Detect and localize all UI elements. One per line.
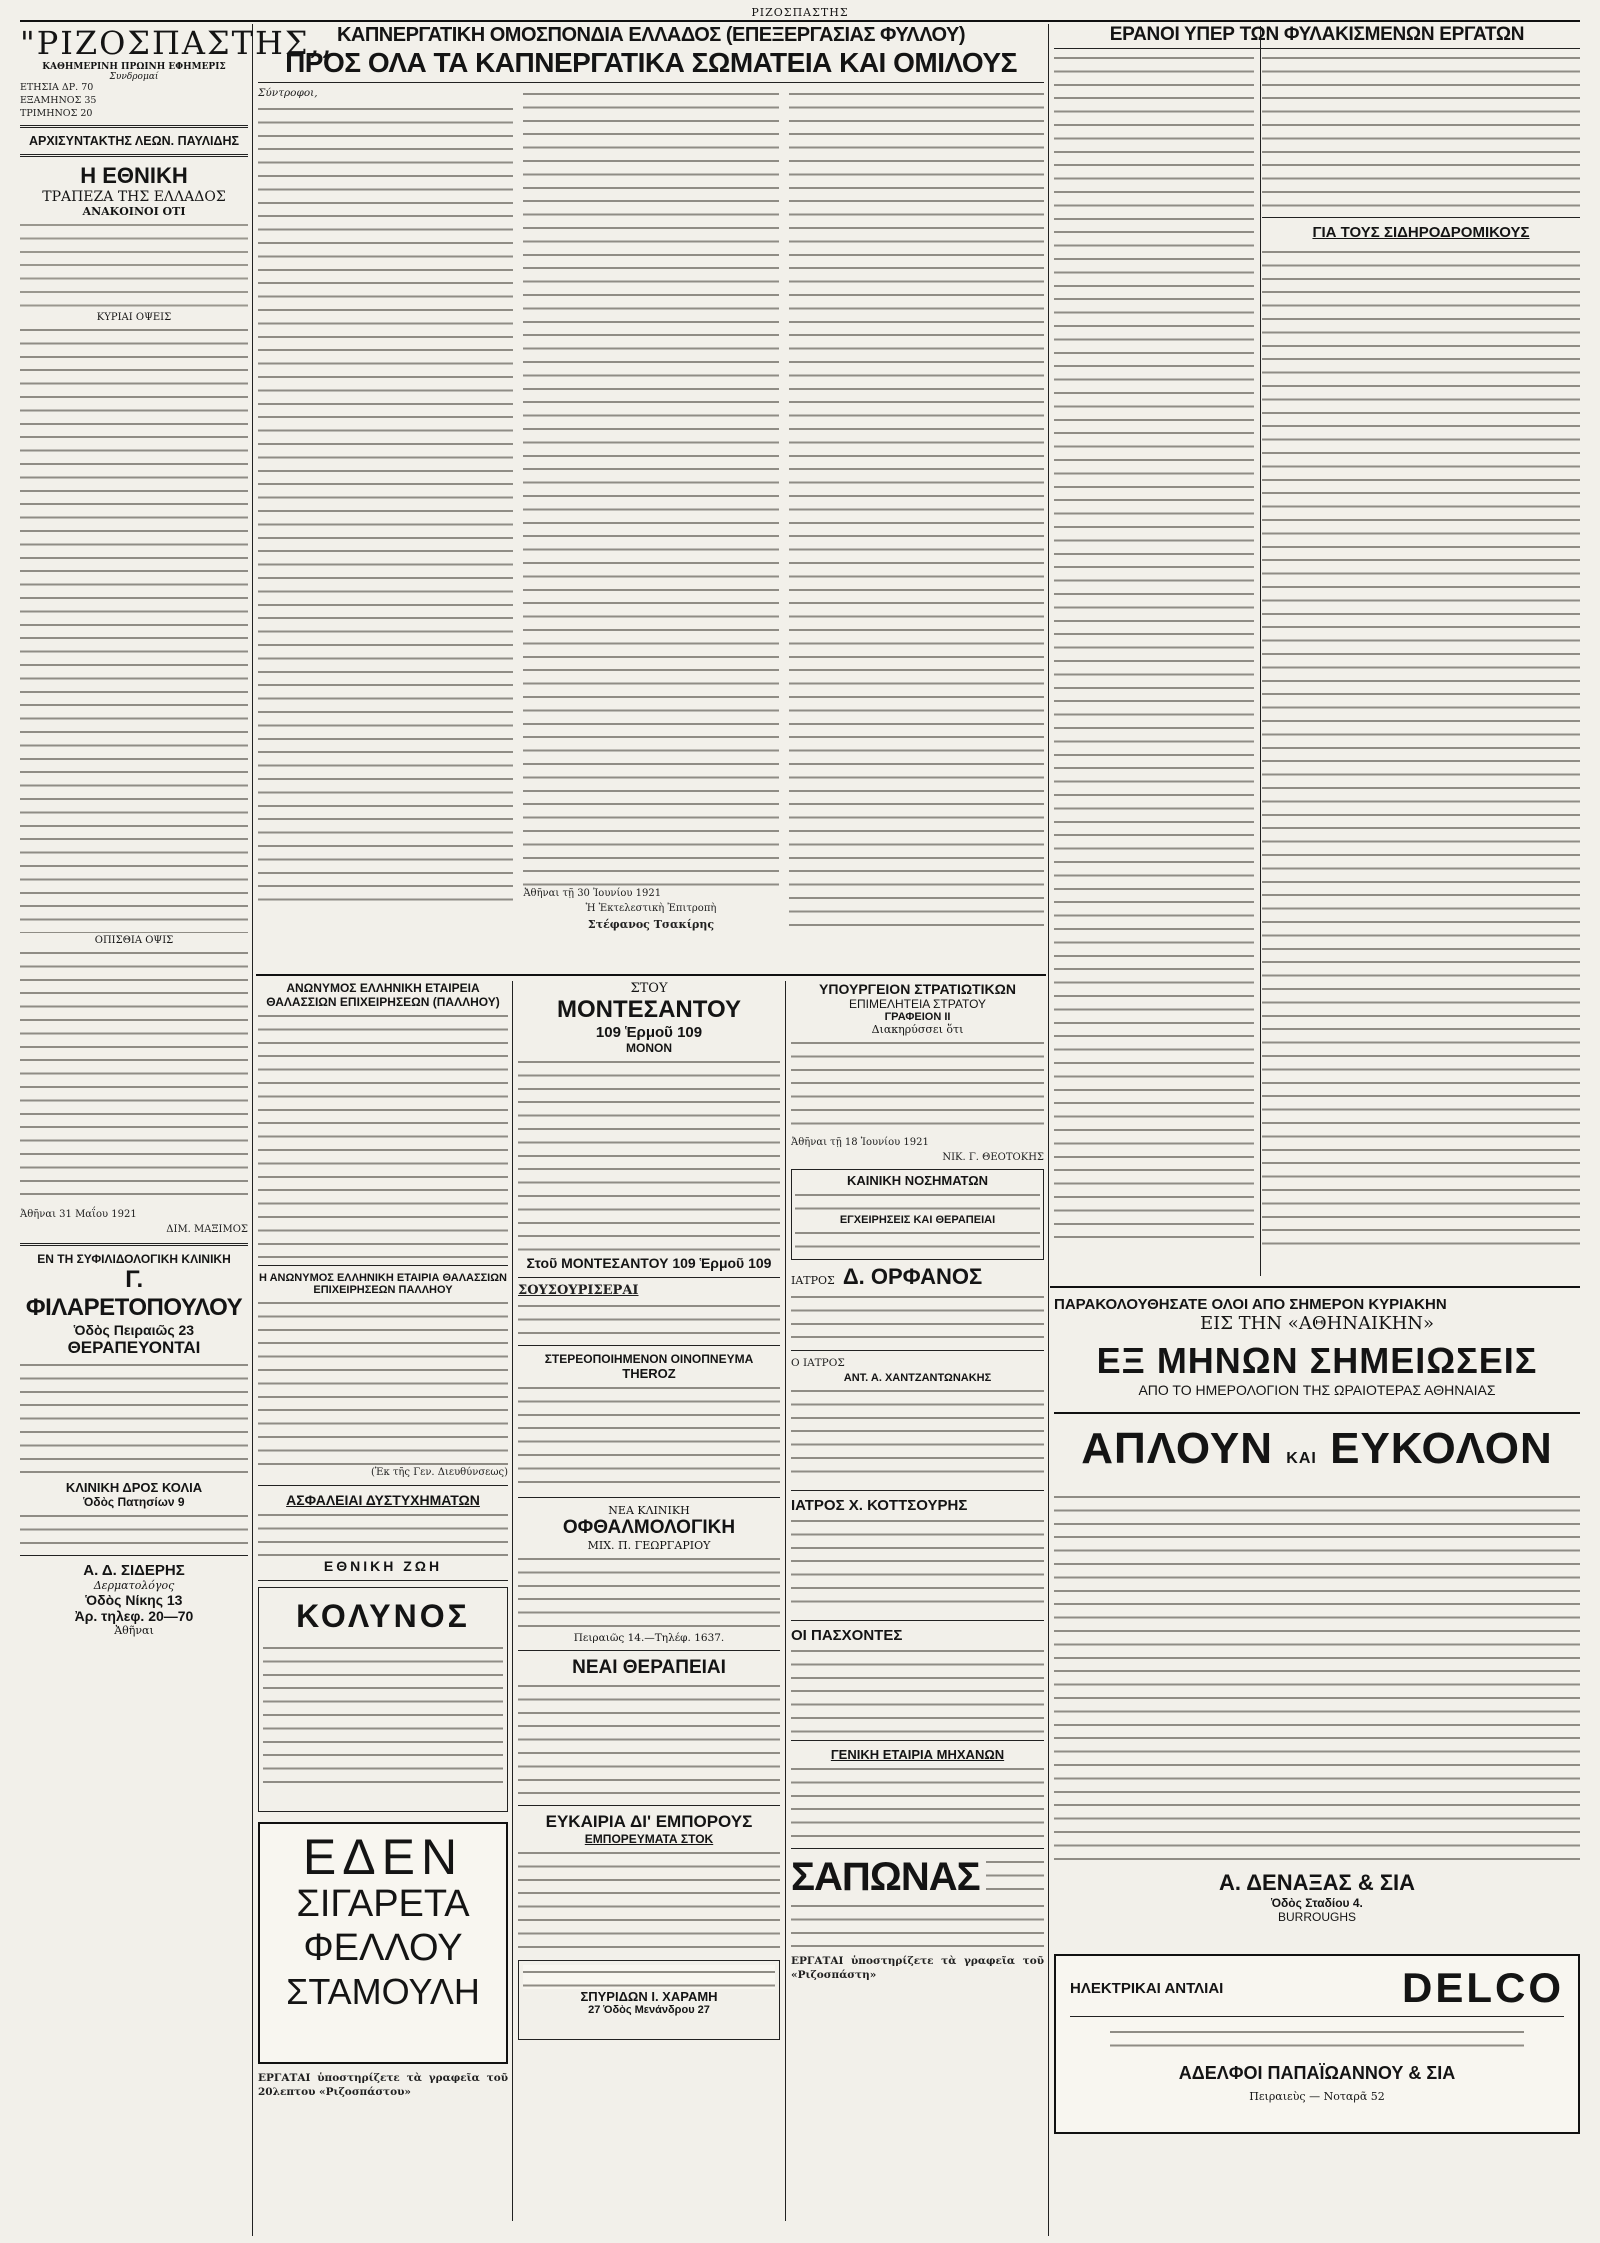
insurance-text — [258, 1508, 508, 1558]
clinic2-title: ΚΛΙΝΙΚΗ ΔΡΟΣ ΚΟΛΙΑ — [65, 1479, 203, 1495]
delco-address: Πειραιεὺς — Νοταρᾶ 52 — [1249, 2090, 1385, 2103]
ads-column-a — [258, 981, 508, 2221]
subscription-row: ΕΞΑΜΗΝΟΣ 35 — [20, 95, 97, 106]
railway-text — [1262, 245, 1580, 1245]
workers-notice-2: ΕΡΓΑΤΑΙ ὑποστηρίζετε τὰ γραφεῖα τοῦ «Ριζοσπάστη» — [791, 1955, 1044, 1981]
doctor-name: Α. Δ. ΣΙΔΕΡΗΣ — [83, 1561, 185, 1579]
cigar-text — [518, 1299, 780, 1339]
eden-line4: ΣΤΑΜΟΥΛΗ — [286, 1971, 480, 2013]
eden-line2: ΣΙΓΑΡΕΤΑ — [296, 1883, 470, 1926]
ministry-title: ΥΠΟΥΡΓΕΙΟΝ ΣΤΡΑΤΙΩΤΙΚΩΝ — [819, 981, 1016, 997]
right-top — [1054, 24, 1580, 1274]
kolynos-ad — [258, 1587, 508, 1812]
eye-text — [518, 1552, 780, 1632]
column-rule — [512, 981, 513, 2221]
shipping-title: ΑΝΩΝΥΜΟΣ ΕΛΛΗΝΙΚΗ ΕΤΑΙΡΕΙΑ ΘΑΛΑΣΣΙΩΝ ΕΠΙΧΕΙΡΗΣΕΩΝ (ΠΑΛΛΗΟΥ) — [266, 981, 500, 1009]
simple-word: ΑΠΛΟΥΝ — [1081, 1424, 1274, 1473]
clinic-box — [791, 1169, 1044, 1260]
bank-terms-text-2 — [20, 946, 248, 1206]
masthead-label: ΡΙΖΟΣΠΑΣΤΗΣ — [751, 6, 849, 19]
burroughs-text — [1054, 1490, 1580, 1870]
right-bottom — [1054, 1296, 1580, 2226]
delco-brand: DELCO — [1402, 1964, 1564, 2011]
clinic-text — [20, 1358, 248, 1478]
terms-label: ΚΥΡΙΑΙ ΟΨΕΙΣ — [96, 312, 172, 323]
orfanos-text — [791, 1290, 1044, 1344]
clinic-header: ΕΝ ΤΗ ΣΥΦΙΛΙΔΟΛΟΓΙΚΗ ΚΛΙΝΙΚΗ — [37, 1251, 231, 1266]
federation-title: ΚΑΠΝΕΡΓΑΤΙΚΗ ΟΜΟΣΠΟΝΔΙΑ ΕΛΛΑΔΟΣ (ΕΠΕΞΕΡΓΑΣΙΑΣ ΦΥΛΛΟΥ) — [336, 24, 966, 46]
bank-subtitle: ΤΡΑΠΕΖΑ ΤΗΣ ΕΛΛΑΔΟΣ — [42, 189, 226, 205]
federation-text-col — [258, 102, 513, 902]
opportunity-sub: ΕΜΠΟΡΕΥΜΑΤΑ ΣΤΟΚ — [584, 1832, 714, 1847]
ministry-date: Ἀθῆναι τῇ 18 Ἰουνίου 1921 — [791, 1137, 929, 1148]
orfanos-pre: ΙΑΤΡΟΣ — [791, 1273, 835, 1287]
clinic-box-sub: ΕΓΧΕΙΡΗΣΕΙΣ ΚΑΙ ΘΕΡΑΠΕΙΑΙ — [839, 1213, 996, 1226]
bank-terms-text — [20, 323, 248, 933]
railway-title: ΓΙΑ ΤΟΥΣ ΣΙΔΗΡΟΔΡΟΜΙΚΟΥΣ — [1312, 224, 1530, 241]
doctor-address: Ὁδὸς Νίκης 13 — [85, 1591, 183, 1608]
stereo-name: THEROZ — [622, 1366, 676, 1382]
burroughs-firm: Α. ΔΕΝΑΞΑΣ & ΣΙΑ — [1218, 1870, 1416, 1895]
opportunity-title: ΕΥΚΑΙΡΙΑ ΔΙ' ΕΜΠΟΡΟΥΣ — [545, 1812, 753, 1832]
xanth-text — [791, 1384, 1044, 1484]
donations-title: ΕΡΑΝΟΙ ΥΠΕΡ ΤΩΝ ΦΥΛΑΚΙΣΜΕΝΩΝ ΕΡΓΑΤΩΝ — [1109, 24, 1525, 45]
therapies-title: ΝΕΑΙ ΘΕΡΑΠΕΙΑΙ — [572, 1657, 726, 1679]
subscriptions-title: Συνδρομαί — [109, 72, 159, 82]
editor-line: ΑΡΧΙΣΥΝΤΑΚΤΗΣ ΛΕΩΝ. ΠΑΥΛΙΔΗΣ — [28, 134, 240, 148]
bank-announces: ΑΝΑΚΟΙΝΟΙ ΟΤΙ — [82, 205, 186, 218]
kottsouris-title: ΙΑΤΡΟΣ Χ. ΚΟΤΤΣΟΥΡΗΣ — [791, 1497, 968, 1515]
machines-title: ΓΕΝΙΚΗ ΕΤΑΙΡΙΑ ΜΗΧΑΝΩΝ — [830, 1747, 1005, 1763]
eden-line3: ΦΕΛΛΟΥ — [303, 1927, 463, 1970]
ministry-sign: ΝΙΚ. Γ. ΘΕΟΤΟΚΗΣ — [942, 1152, 1044, 1164]
doctor-role: Δερματολόγος — [93, 1578, 175, 1592]
newspaper-page — [20, 6, 1580, 2236]
ads-column-b — [518, 981, 780, 2221]
machines-text — [791, 1762, 1044, 1842]
burroughs-name: BURROUGHS — [1277, 1910, 1356, 1924]
column-rule — [785, 981, 786, 2221]
eden-line1: ΕΔΕΝ — [302, 1829, 464, 1886]
store-head: ΣΤΟΥ — [630, 981, 668, 996]
insurance-title: ΑΣΦΑΛΕΙΑΙ ΔΥΣΤΥΧΗΜΑΤΩΝ — [286, 1492, 480, 1509]
charami-address: 27 Ὁδὸς Μενάνδρου 27 — [588, 2004, 710, 2017]
federation-greeting: Σύντροφοι, — [258, 87, 318, 99]
ministry-announce: Διακηρύσσει ὅτι — [871, 1023, 964, 1036]
ministry-office: ΓΡΑΦΕΙΟΝ ΙΙ — [884, 1011, 951, 1023]
calendar-line: ΑΠΟ ΤΟ ΗΜΕΡΟΛΟΓΙΟΝ ΤΗΣ ΩΡΑΙΟΤΕΡΑΣ ΑΘΗΝΑΙΑΣ — [1138, 1382, 1496, 1398]
store-text — [518, 1055, 780, 1255]
delco-pre: ΗΛΕΚΤΡΙΚΑΙ ΑΝΤΛΙΑΙ — [1070, 1979, 1224, 1997]
clinic-box-title: ΚΑΙΝΙΚΗ ΝΟΣΗΜΑΤΩΝ — [846, 1172, 989, 1188]
delco-firm: ΑΔΕΛΦΟΙ ΠΑΠΑΪΩΑΝΝΟΥ & ΣΙΑ — [1178, 2063, 1456, 2083]
clinic-address: Ὁδὸς Πειραιῶς 23 — [73, 1321, 195, 1338]
soap-title: ΣΑΠΩΝΑΣ — [791, 1855, 980, 1900]
bank-signature: ΔΙΜ. ΜΑΞΙΜΟΣ — [166, 1224, 248, 1236]
clinic2-address: Ὁδὸς Πατησίων 9 — [83, 1494, 185, 1509]
shipping-text — [258, 1009, 508, 1259]
charami-ad — [518, 1960, 780, 2040]
patients-text — [791, 1644, 1044, 1734]
orfanos-name: Δ. ΟΡΦΑΝΟΣ — [842, 1263, 983, 1289]
charami-name: ΣΠΥΡΙΔΩΝ Ι. ΧΑΡΑΜΗ — [580, 1989, 718, 2005]
federation-signoff: Ἡ Ἐκτελεστικὴ Ἐπιτροπὴ — [585, 903, 717, 915]
bank-date: Ἀθῆναι 31 Μαΐου 1921 — [20, 1209, 137, 1220]
xanth-name: ΑΝΤ. Α. ΧΑΝΤΖΑΝΤΩΝΑΚΗΣ — [843, 1372, 992, 1385]
federation-text-col — [789, 87, 1044, 927]
follow-line: ΠΑΡΑΚΟΛΟΥΘΗΣΑΤΕ ΟΛΟΙ ΑΠΟ ΣΗΜΕΡΟΝ ΚΥΡΙΑΚΗΝ — [1054, 1296, 1447, 1313]
soap-text — [791, 1899, 1044, 1949]
kolynos-title: ΚΟΛΥΝΟΣ — [296, 1598, 470, 1635]
shipping2-sign: (Ἐκ τῆς Γεν. Διευθύνσεως) — [371, 1467, 508, 1478]
subscription-row: ΤΡΙΜΗΝΟΣ 20 — [20, 108, 93, 119]
store-footer: Στοῦ ΜΟΝΤΕΣΑΝΤΟΥ 109 Ἑρμοῦ 109 — [526, 1255, 772, 1271]
six-months-title: ΕΞ ΜΗΝΩΝ ΣΗΜΕΙΩΣΕΙΣ — [1096, 1340, 1538, 1381]
federation-subtitle: ΠΡΟΣ ΟΛΑ ΤΑ ΚΑΠΝΕΡΓΑΤΙΚΑ ΣΩΜΑΤΕΙΑ ΚΑΙ ΟΜΙΛΟΥΣ — [285, 47, 1017, 78]
insurance-name: ΕΘΝΙΚΗ ΖΩΗ — [323, 1558, 443, 1575]
bank-title: Η ΕΘΝΙΚΗ — [80, 163, 188, 188]
eye-pre: ΝΕΑ ΚΛΙΝΙΚΗ — [608, 1504, 690, 1518]
doctor-city: Ἀθῆναι — [114, 1623, 154, 1637]
donations-list-2 — [1262, 51, 1580, 211]
doctor-phone: Ἀρ. τηλεφ. 20—70 — [74, 1607, 194, 1624]
kolynos-text — [263, 1641, 503, 1791]
subscription-row: ΕΤΗΣΙΑ ΔΡ. 70 — [20, 82, 94, 93]
easy-word: ΕΥΚΟΛΟΝ — [1330, 1424, 1553, 1473]
store-address: 109 Ἑρμοῦ 109 — [595, 1024, 703, 1041]
ministry-sub: ΕΠΙΜΕΛΗΤΕΙΑ ΣΤΡΑΤΟΥ — [848, 997, 987, 1011]
cigar-title: ΣΟΥΣΟΥΡΙΣΕΡΑΙ — [518, 1283, 639, 1298]
burroughs-address: Ὁδὸς Σταδίου 4. — [1271, 1896, 1363, 1910]
workers-notice: ΕΡΓΑΤΑΙ ὑποστηρίζετε τὰ γραφεῖα τοῦ 20λεπτου «Ριζοσπάστου» — [258, 2072, 508, 2098]
eye-title: ΟΦΘΑΛΜΟΛΟΓΙΚΗ — [562, 1517, 736, 1539]
eden-cigarette-ad — [258, 1822, 508, 2064]
patients-title: ΟΙ ΠΑΣΧΟΝΤΕΣ — [791, 1627, 903, 1645]
simple-easy-headline — [1054, 1424, 1580, 1484]
paper-logo: "ΡΙΖΟΣΠΑΣΤΗΣ,, — [20, 24, 334, 62]
delco-ad — [1054, 1954, 1580, 2134]
opportunity-text — [518, 1846, 780, 1956]
federation-secretary: Στέφανος Τσακίρης — [587, 917, 715, 931]
clinic-doctor-name: Γ. ΦΙΛΑΡΕΤΟΠΟΥΛΟΥ — [25, 1265, 243, 1321]
eye-phone: Πειραιῶς 14.—Τηλέφ. 1637. — [573, 1632, 725, 1645]
paper-tagline: ΚΑΘΗΜΕΡΙΝΗ ΠΡΩΙΝΗ ΕΦΗΜΕΡΙΣ — [42, 62, 226, 72]
federation-article — [258, 24, 1044, 984]
donations-list — [1054, 51, 1254, 1241]
ads-column-c — [791, 981, 1044, 2221]
bank-text-block — [20, 218, 248, 310]
follow-paper: ΕΙΣ ΤΗΝ «ΑΘΗΝΑΙΚΗΝ» — [1199, 1313, 1435, 1334]
kottsouris-text — [791, 1514, 1044, 1614]
masthead — [20, 6, 1580, 22]
clinic-tagline: ΘΕΡΑΠΕΥΟΝΤΑΙ — [67, 1337, 201, 1357]
federation-text-col — [523, 87, 778, 887]
column-rule — [252, 24, 253, 2236]
clinic2-text — [20, 1509, 248, 1549]
stereo-text — [518, 1381, 780, 1491]
column-rule — [1048, 24, 1049, 2236]
federation-date: Ἀθῆναι τῇ 30 Ἰουνίου 1921 — [523, 888, 662, 899]
store-tag: ΜΟΝΟΝ — [626, 1041, 672, 1055]
shipping2-text — [258, 1296, 508, 1466]
xanth-pre: Ο ΙΑΤΡΟΣ — [791, 1356, 845, 1369]
stereo-title: ΣΤΕΡΕΟΠΟΙΗΜΕΝΟΝ ΟΙΝΟΠΝΕΥΜΑ — [544, 1352, 754, 1367]
store-name: ΜΟΝΤΕΣΑΝΤΟΥ — [557, 996, 741, 1023]
ministry-text — [791, 1036, 1044, 1136]
eye-doctor: ΜΙΧ. Π. ΓΕΩΡΓΑΡΙΟΥ — [587, 1539, 711, 1553]
terms-label-back: ΟΠΙΣΘΙΑ ΟΨΙΣ — [94, 935, 174, 946]
shipping2-title: Η ΑΝΩΝΥΜΟΣ ΕΛΛΗΝΙΚΗ ΕΤΑΙΡΙΑ ΘΑΛΑΣΣΙΩΝ ΕΠΙΧΕΙΡΗΣΕΩΝ ΠΑΛΛΗΟΥ — [259, 1272, 507, 1296]
soap-ad — [791, 1855, 1044, 1899]
and-word: ΚΑΙ — [1286, 1450, 1317, 1467]
therapies-text — [518, 1679, 780, 1799]
